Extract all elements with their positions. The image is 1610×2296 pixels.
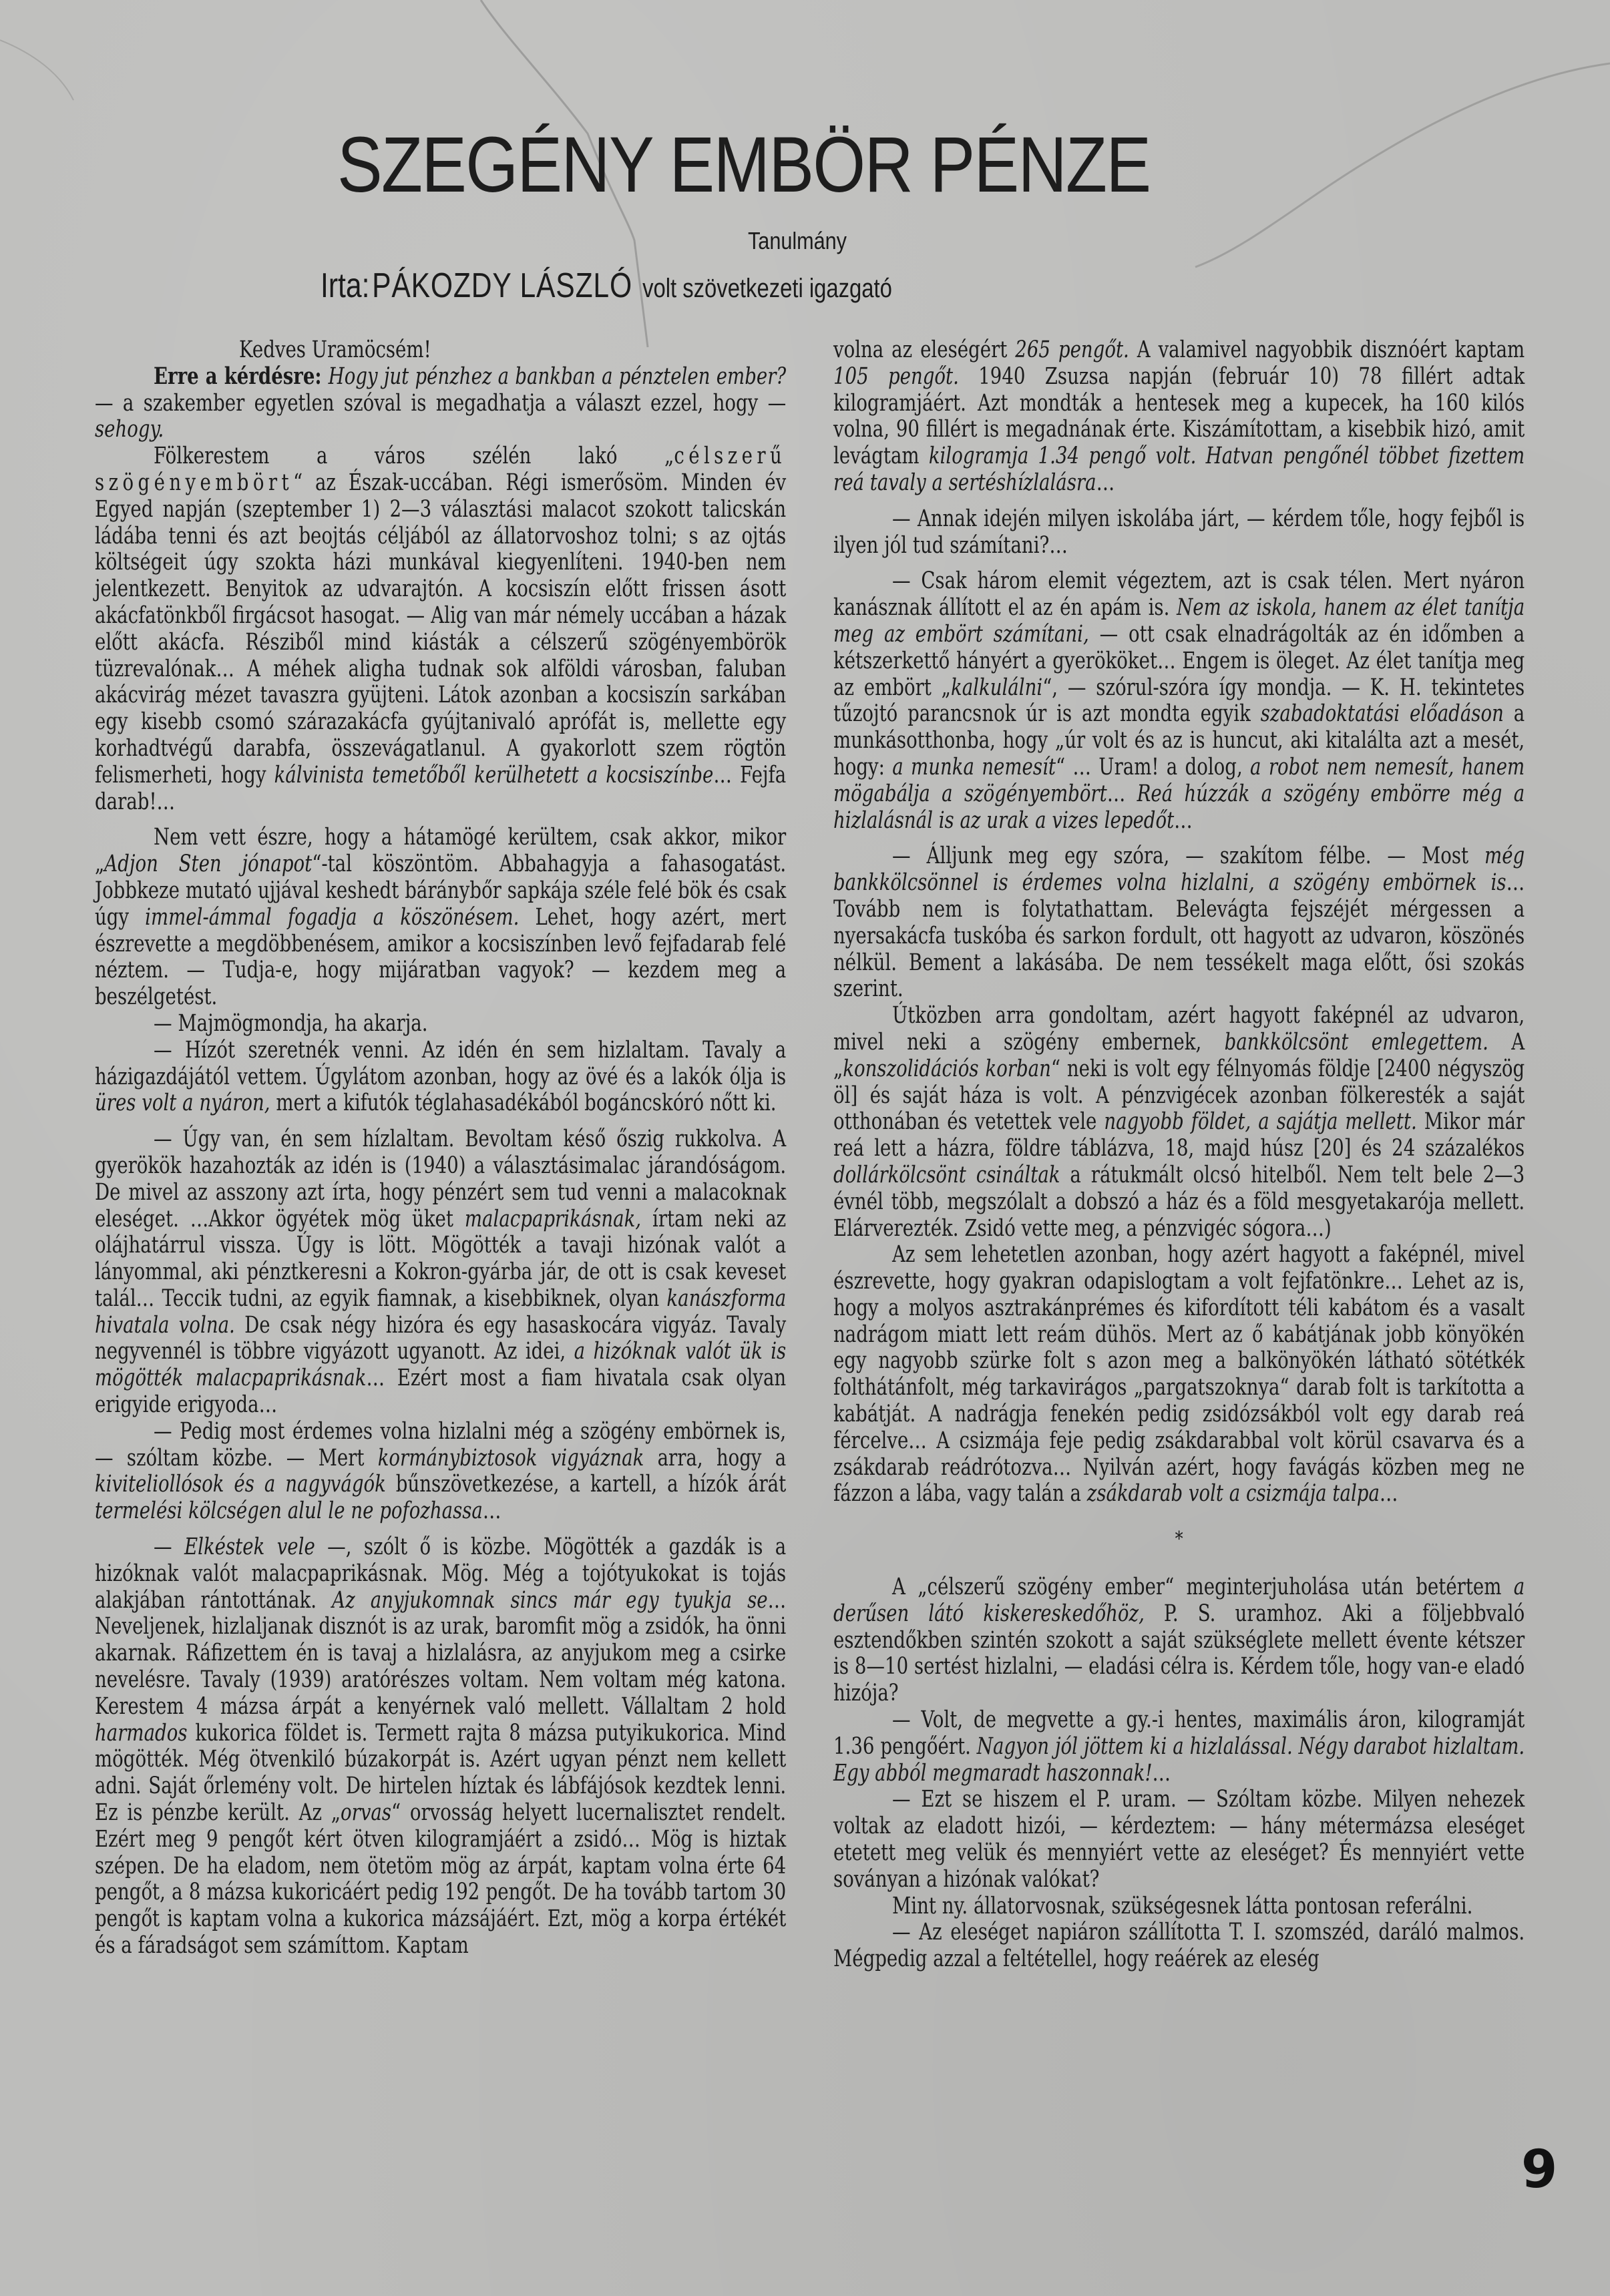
paragraph: Mint ny. állatorvosnak, szükségesnek látta pontosan referálni. (892, 1892, 1473, 1919)
article-subtitle: Tanulmány (748, 227, 847, 254)
paragraph: — Csak három elemit végeztem, azt is csak télen. Mert nyáron kanásznak állított el az én apám is. Nem az iskola, hanem az élet tanítja meg az embört számítani, — ott csak elnadrágolták az én időmben a kétszerkettő hányért a gyerököket… Engem is öleget. Az élet tanítja meg az embört „kalkulálni“, — szórul-szóra így mondja. — K. H. tekintetes tűzojtó parancsnok úr is azt mondta egyik szabadoktatási előadáson a munkásotthonba, hogy „úr volt és az is huncut, aki kitalálta azt a mesét, hogy: a munka nemesít“ … Uram! a dolog, a robot nem nemesít, hanem mögabálja a szögényembört… Reá húzzák a szögény embörre még a hizlalásnál is az urak a vizes lepedőt… (833, 567, 1525, 834)
right-column (833, 336, 1525, 1973)
paragraph: A „célszerű szögény ember“ meginterjuholása után betértem a derűsen látó kiskereskedőhöz, P. S. uramhoz. Aki a följebbvaló esztendőkben szintén szokott a saját szükséglete mellett évente kétszer is 8—10 sertést hizlalni, — eladási célra is. Kérdem tőle, hogy van-e eladó hizója? (833, 1574, 1525, 1707)
left-column (95, 336, 787, 1960)
byline-label: Irta: (321, 266, 370, 305)
paragraph: volna az eleségért 265 pengőt. A valamivel nagyobbik disznóért kaptam 105 pengőt. 1940 Zsuzsa napján (február 10) 78 fillért adtak kilogramjáért. Azt mondták a hentesek meg a kupecek, ha 160 kilós volna, 90 fillért is megadnának érte. Kiszámítottam, a kisebbik hizó, amit levágtam kilogramja 1.34 pengő volt. Hatvan pengőnél többet fizettem reá tavaly a sertéshízlalásra… (833, 336, 1525, 496)
paragraph: Az sem lehetetlen azonban, hogy azért hagyott a faképnél, mivel észrevette, hogy gyakran odapislogtam a volt fejfatönkre… Lehet az is, hogy a molyos asztrakánprémes és kifordított téli kabátom és a vasalt nadrágom miatt lett reám dühös. Mert az ő kabátjának jobb könyökén egy nagyobb szürke folt s azon meg a balkönyökén látható sötétkék folthátánfolt, még tarkavirágos „pargatszoknya“ darab folt is tarkította a kabátját. A nadrágja fenekén pedig zsidózsákból volt egy darab reá fércelve… A csizmája feje pedig zsákdarabbal volt körül csavarva és a zsákdarab reádrótozva… Nyilván azért, hogy favágás közben meg ne fázzon a lába, vagy talán a zsákdarab volt a csizmája talpa… (833, 1241, 1525, 1508)
paragraph: — Álljunk meg egy szóra, — szakítom félbe. — Most még bankkölcsönnel is érdemes volna hizlalni, a szögény embörnek is… Tovább nem is folytathattam. Belevágta fejszéjét mérgessen a nyersakácfa tuskóba és sarkon fordult, ott hagyott az udvaron, köszönés nélkül. Bement a lakásába. De nem tessékelt maga előtt, ősi szokás szerint. (833, 843, 1525, 1003)
page-number: 9 (1521, 2140, 1558, 2200)
paragraph: — Hízót szeretnék venni. Az idén én sem hizlaltam. Tavaly a házigazdájától vettem. Úgylátom azonban, hogy az övé és a lakók ólja is üres volt a nyáron, mert a kifutók téglahasadékából bogáncskóró nőtt ki. (95, 1036, 787, 1117)
paragraph: — Úgy van, én sem hízlaltam. Bevoltam késő őszig rukkolva. A gyerökök hazahozták az idén is (1940) a választásimalac járandóságom. De mivel az asszony azt írta, hogy pénzért sem tud venni a malacoknak eleséget. …Akkor ögyétek mög üket malacpaprikásnak, írtam neki az olájhatárrul vissza. Úgy is lött. Mögötték a tavaji hizónak valót a lányommal, aki pénztkeresni a Kokron-gyárba jár, de ott is csak keveset talál… Teccik tudni, az egyik fiamnak, a kisebbiknek, olyan kanászforma hivatala volna. De csak négy hizóra és egy hasaskocára vigyáz. Tavaly negyvennél is többre vigyázott ugyanott. Az idei, a hizóknak valót ük is mögötték malacpaprikásnak… Ezért most a fiam hivatala csak olyan erigyide erigyoda… (95, 1126, 787, 1419)
paragraph: — Majmögmondja, ha akarja. (154, 1009, 428, 1037)
byline (321, 266, 892, 306)
author-role: volt szövetkezeti igazgató (642, 274, 892, 303)
paragraph: Nem vett észre, hogy a hátamögé kerültem, csak akkor, mikor „Adjon Sten jónapot“-tal köszöntöm. Abbahagyja a fahasogatást. Jobbkeze mutató ujjával keshedt báránybőr sapkája széle felé bök és csak úgy immel-ámmal fogadja a köszönésem. Lehet, hogy azért, mert észrevette a megdöbbenésem, amikor a kocsiszínben levő fejfadarab felé néztem. — Tudja-e, hogy mijáratban vagyok? — kezdem meg a beszélgetést. (95, 824, 787, 1011)
paragraph: — Elkéstek vele —, szólt ő is közbe. Mögötték a gazdák is a hizóknak valót malacpaprikásnak. Mög. Még a tojótyukokat is tojás alakjában rántottának. Az anyjukomnak sincs már egy tyukja se… Neveljenek, hizlaljanak disznót is az urak, baromfit mög a zsidók, ha önni akarnak. Ráfizettem én is tavaj a hizlalásra, az anyjukom meg a csirke nevelésre. Tavaly (1939) aratórészes voltam. Nem voltam még katona. Kerestem 4 mázsa árpát a kenyérnek való mellett. Vállaltam 2 hold harmados kukorica földet is. Termett rajta 8 mázsa putyikukorica. Mind mögötték. Még ötvenkiló búzakorpát is. Azért ugyan pénzt nem kellett adni. Saját őrlemény volt. De hirtelen híztak és lábfájósok kezdtek lenni. Ez is pénzbe került. Az „orvas“ orvosság helyett lucernalisztet rendelt. Ezért meg 9 pengőt kért ötven kilogramjáért a zsidó… Mög is hiztak szépen. De ha eladom, nem ötetöm mög az árpát, kaptam volna érte 64 pengőt, a 8 mázsa kukoricáért pedig 192 pengőt. De ha tovább tartom 30 pengőt is kaptam volna a kukorica mázsájáért. Ezt, mög a korpa értékét és a fáradságot sem számíttom. Kaptam (95, 1534, 787, 1960)
salutation: Kedves Uramöcsém! (239, 336, 431, 363)
section-separator: * (1175, 1528, 1183, 1552)
paragraph: — Pedig most érdemes volna hizlalni még a szögény embörnek is, — szóltam közbe. — Mert kormánybiztosok vigyáznak arra, hogy a kiviteliollósok és a nagyvágók bűnszövetkezése, a kartell, a hízók árát termelési kölcségen alul le ne pofozhassa… (95, 1417, 787, 1525)
paragraph: Útközben arra gondoltam, azért hagyott faképnél az udvaron, mivel neki a szögény embernek, bankkölcsönt emlegettem. A „konszolidációs korban“ neki is volt egy félnyomás földje [2400 négyszög öl] és saját háza is volt. A pénzvigécek azonban fölkeresték a saját otthonában és vetettek vele nagyobb földet, a sajátja mellett. Mikor már reá lett a házra, földre táblázva, 18, majd húsz [20] és 24 százalékos dollárkölcsönt csináltak a rátukmált olcsó hitelből. Nem telt bele 2—3 évnél több, megszólalt a dobszó a ház és a föld mesgyetakarója mellett. Elárverezték. Zsidó vette meg, a pénzvigéc sógora…) (833, 1002, 1525, 1242)
paragraph: Erre a kérdésre: Hogy jut pénzhez a bankban a pénztelen ember? — a szakember egyetlen szóval is megadhatja a választ ezzel, hogy — sehogy. (95, 363, 787, 443)
paragraph: — Az eleséget napiáron szállította T. I. szomszéd, daráló malmos. Mégpedig azzal a feltétellel, hogy reáérek az eleség (833, 1919, 1525, 1973)
author-name: PÁKOZDY LÁSZLÓ (372, 266, 632, 305)
paragraph: — Annak idején milyen iskolába járt, — kérdem tőle, hogy fejből is ilyen jól tud számítani?… (833, 505, 1525, 559)
paragraph: Fölkerestem a város szélén lakó „célszerű szögényembört“ az Észak-uccában. Régi ismerősöm. Minden év Egyed napján (szeptember 1) 2—3 választási malacot szokott talicskán ládába tenni és azt beojtás céljából az állatorvoshoz tolni; s az ojtás költségeit úgy szokta házi munkával kiegyenlíteni. 1940-ben nem jelentkezett. Benyitok az udvarajtón. A kocsiszín előtt frissen ásott akácfatönkből firgácsot hasogat. — Alig van már némely uccában a házak előtt akácfa. Résziből mind kiásták a célszerű szögényembörök tüzrevalónak… A méhek aligha tudnak sok alföldi városban, faluban akácvirág mézet tavaszra gyüjteni. Látok azonban a kocsiszín sarkában egy kisebb csomó szárazakácfa gyújtanivaló aprófát is, mellette egy korhadtvégű darabfa, összevágatlanul. A gyakorlott szem rögtön felismerheti, hogy kálvinista temetőből kerülhetett a kocsiszínbe… Fejfa darab!… (95, 443, 787, 815)
paragraph: — Volt, de megvette a gy.-i hentes, maximális áron, kilogramját 1.36 pengőért. Nagyon jól jöttem ki a hizlalással. Négy darabot hizlaltam. Egy abból megmaradt haszonnak!… (833, 1706, 1525, 1787)
paragraph: — Ezt se hiszem el P. uram. — Szóltam közbe. Milyen nehezek voltak az eladott hizói, — kérdeztem: — hány métermázsa eleséget etetett meg velük és mennyiért vette az eleséget? És mennyiért vette soványan a hizónak valókat? (833, 1786, 1525, 1893)
article-title: SZEGÉNY EMBÖR PÉNZE (337, 121, 1151, 209)
